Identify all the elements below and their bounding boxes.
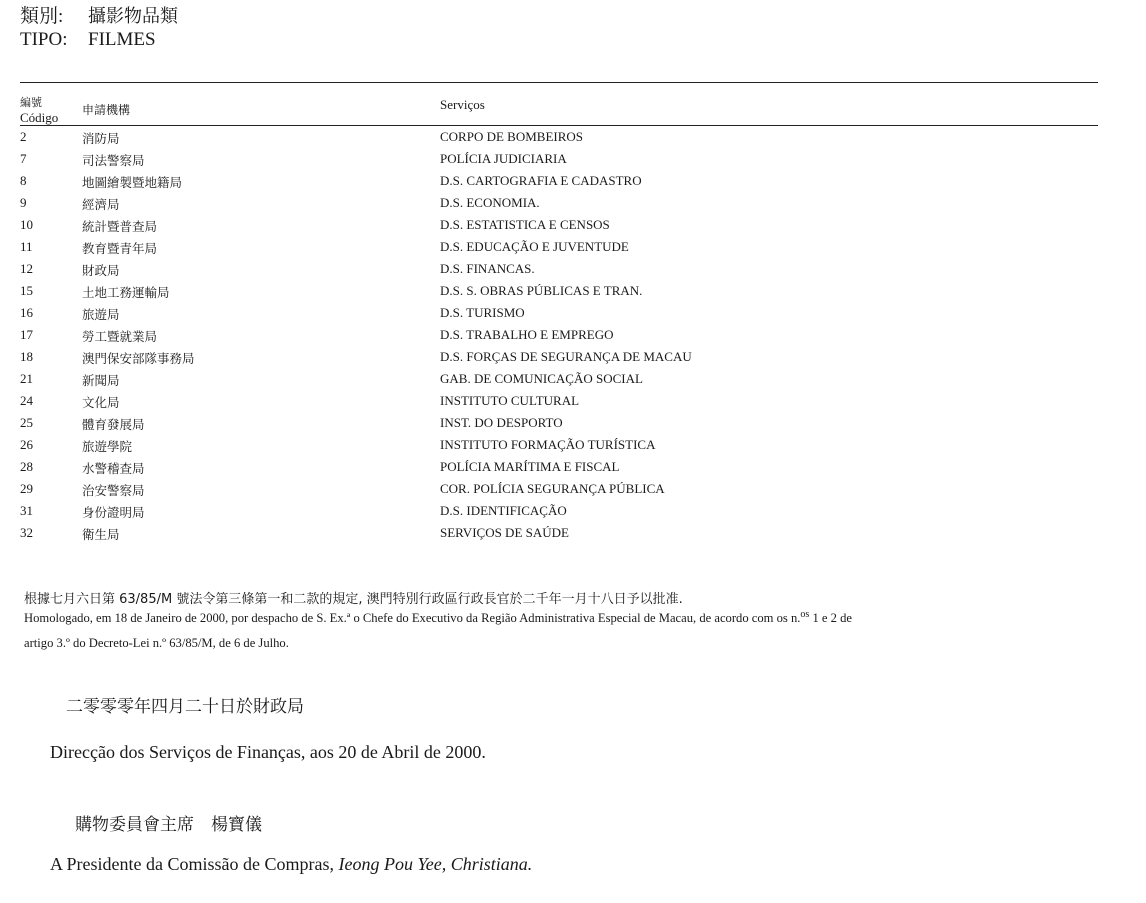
table-row: [20, 129, 1098, 151]
row-entity-zh: 衛生局: [82, 527, 120, 542]
category-value: 攝影物品類: [88, 6, 178, 27]
approval-note-zh: 根據七月六日第 63/85/M 號法令第三條第一和二款的規定, 澳門特別行政區行政長官於二千年一月十八日予以批准.: [24, 592, 683, 607]
row-entity-zh: 文化局: [82, 395, 120, 410]
row-service: D.S. TRABALHO E EMPREGO: [440, 327, 614, 342]
table-row: [20, 481, 1098, 503]
row-service: D.S. IDENTIFICAÇÃO: [440, 503, 567, 518]
row-service: INSTITUTO CULTURAL: [440, 393, 580, 408]
approval-note-pt-text: Homologado, em 18 de Janeiro de 2000, por despacho de S. Ex.ª o Chefe do Executivo da Região Administrativa Especial de Macau, de acordo com os n.: [24, 611, 801, 626]
row-code: 11: [20, 239, 33, 254]
col-code-zh: 編號: [20, 96, 42, 109]
row-code: 18: [20, 349, 33, 364]
row-code: 16: [20, 305, 33, 320]
row-code: 8: [20, 173, 27, 188]
col-entity-zh: 申請機構: [82, 103, 131, 117]
row-entity-zh: 勞工暨就業局: [82, 329, 158, 344]
row-entity-zh: 司法警察局: [82, 153, 145, 168]
table-row: [20, 525, 1098, 547]
row-entity-zh: 土地工務運輸局: [82, 285, 170, 300]
col-services: Serviços: [440, 97, 485, 112]
row-entity-zh: 治安警察局: [82, 483, 145, 498]
row-service: CORPO DE BOMBEIROS: [440, 129, 584, 144]
row-code: 2: [20, 129, 27, 144]
table-top-rule: [20, 82, 1098, 83]
row-service: INST. DO DESPORTO: [440, 415, 563, 430]
president-pt-name: Ieong Pou Yee, Christiana.: [338, 854, 533, 874]
row-service: D.S. FORÇAS DE SEGURANÇA DE MACAU: [440, 349, 692, 364]
row-service: INSTITUTO FORMAÇÃO TURÍSTICA: [440, 437, 656, 452]
row-service: POLÍCIA JUDICIARIA: [440, 151, 567, 166]
row-entity-zh: 身份證明局: [82, 505, 145, 520]
row-service: D.S. FINANCAS.: [440, 261, 535, 276]
row-code: 7: [20, 151, 27, 166]
approval-note-pt-line2: artigo 3.º do Decreto-Lei n.º 63/85/M, de 6 de Julho.: [24, 636, 289, 650]
row-code: 12: [20, 261, 33, 276]
row-entity-zh: 經濟局: [82, 197, 120, 212]
table-row: [20, 283, 1098, 305]
row-service: D.S. TURISMO: [440, 305, 525, 320]
row-code: 31: [20, 503, 33, 518]
row-entity-zh: 財政局: [82, 263, 120, 278]
table-row: [20, 217, 1098, 239]
row-entity-zh: 地圖繪製暨地籍局: [82, 175, 183, 190]
table-row: [20, 195, 1098, 217]
table-row: [20, 239, 1098, 261]
category-label: 類別:: [20, 6, 64, 27]
table-row: [20, 173, 1098, 195]
row-service: D.S. EDUCAÇÃO E JUVENTUDE: [440, 239, 629, 254]
row-entity-zh: 澳門保安部隊事務局: [82, 351, 195, 366]
table-header-rule: [20, 125, 1098, 126]
row-service: POLÍCIA MARÍTIMA E FISCAL: [440, 459, 620, 474]
row-code: 29: [20, 481, 33, 496]
row-entity-zh: 體育發展局: [82, 417, 145, 432]
type-label: TIPO:: [20, 29, 68, 50]
type-line: [20, 29, 156, 51]
row-service: COR. POLÍCIA SEGURANÇA PÚBLICA: [440, 481, 665, 496]
row-entity-zh: 新聞局: [82, 373, 120, 388]
president-pt: [50, 854, 532, 875]
row-service: GAB. DE COMUNICAÇÃO SOCIAL: [440, 371, 643, 386]
table-row: [20, 503, 1098, 525]
approval-note-pt-tail: 1 e 2 de: [809, 611, 852, 626]
approval-note-pt-line1: [24, 609, 852, 626]
approval-note-pt-sup: os: [800, 609, 810, 620]
president-zh: 購物委員會主席 楊寶儀: [75, 815, 262, 835]
president-pt-title: A Presidente da Comissão de Compras,: [50, 854, 339, 874]
date-place-zh: 二零零零年四月二十日於財政局: [66, 697, 304, 717]
row-code: 21: [20, 371, 33, 386]
row-code: 26: [20, 437, 33, 452]
table-row: [20, 305, 1098, 327]
row-entity-zh: 教育暨青年局: [82, 241, 158, 256]
row-service: D.S. CARTOGRAFIA E CADASTRO: [440, 173, 642, 188]
date-place-pt: Direcção dos Serviços de Finanças, aos 20 de Abril de 2000.: [50, 742, 486, 762]
row-entity-zh: 統計暨普查局: [82, 219, 158, 234]
row-service: D.S. S. OBRAS PÚBLICAS E TRAN.: [440, 283, 643, 298]
col-code-pt: Código: [20, 110, 59, 125]
row-code: 15: [20, 283, 33, 298]
row-entity-zh: 水警稽查局: [82, 461, 145, 476]
type-value: FILMES: [88, 29, 156, 50]
row-service: D.S. ECONOMIA.: [440, 195, 540, 210]
row-service: D.S. ESTATISTICA E CENSOS: [440, 217, 610, 232]
table-row: [20, 437, 1098, 459]
row-code: 10: [20, 217, 33, 232]
table-row: [20, 327, 1098, 349]
table-row: [20, 393, 1098, 415]
row-entity-zh: 旅遊學院: [82, 439, 133, 454]
table-row: [20, 261, 1098, 283]
row-entity-zh: 消防局: [82, 131, 120, 146]
row-code: 32: [20, 525, 33, 540]
table-row: [20, 151, 1098, 173]
table-row: [20, 415, 1098, 437]
row-code: 24: [20, 393, 33, 408]
table-row: [20, 459, 1098, 481]
table-row: [20, 371, 1098, 393]
table-row: [20, 349, 1098, 371]
row-code: 28: [20, 459, 33, 474]
category-line: [20, 6, 178, 28]
row-code: 25: [20, 415, 33, 430]
row-code: 17: [20, 327, 33, 342]
row-service: SERVIÇOS DE SAÚDE: [440, 525, 569, 540]
row-entity-zh: 旅遊局: [82, 307, 120, 322]
row-code: 9: [20, 195, 27, 210]
